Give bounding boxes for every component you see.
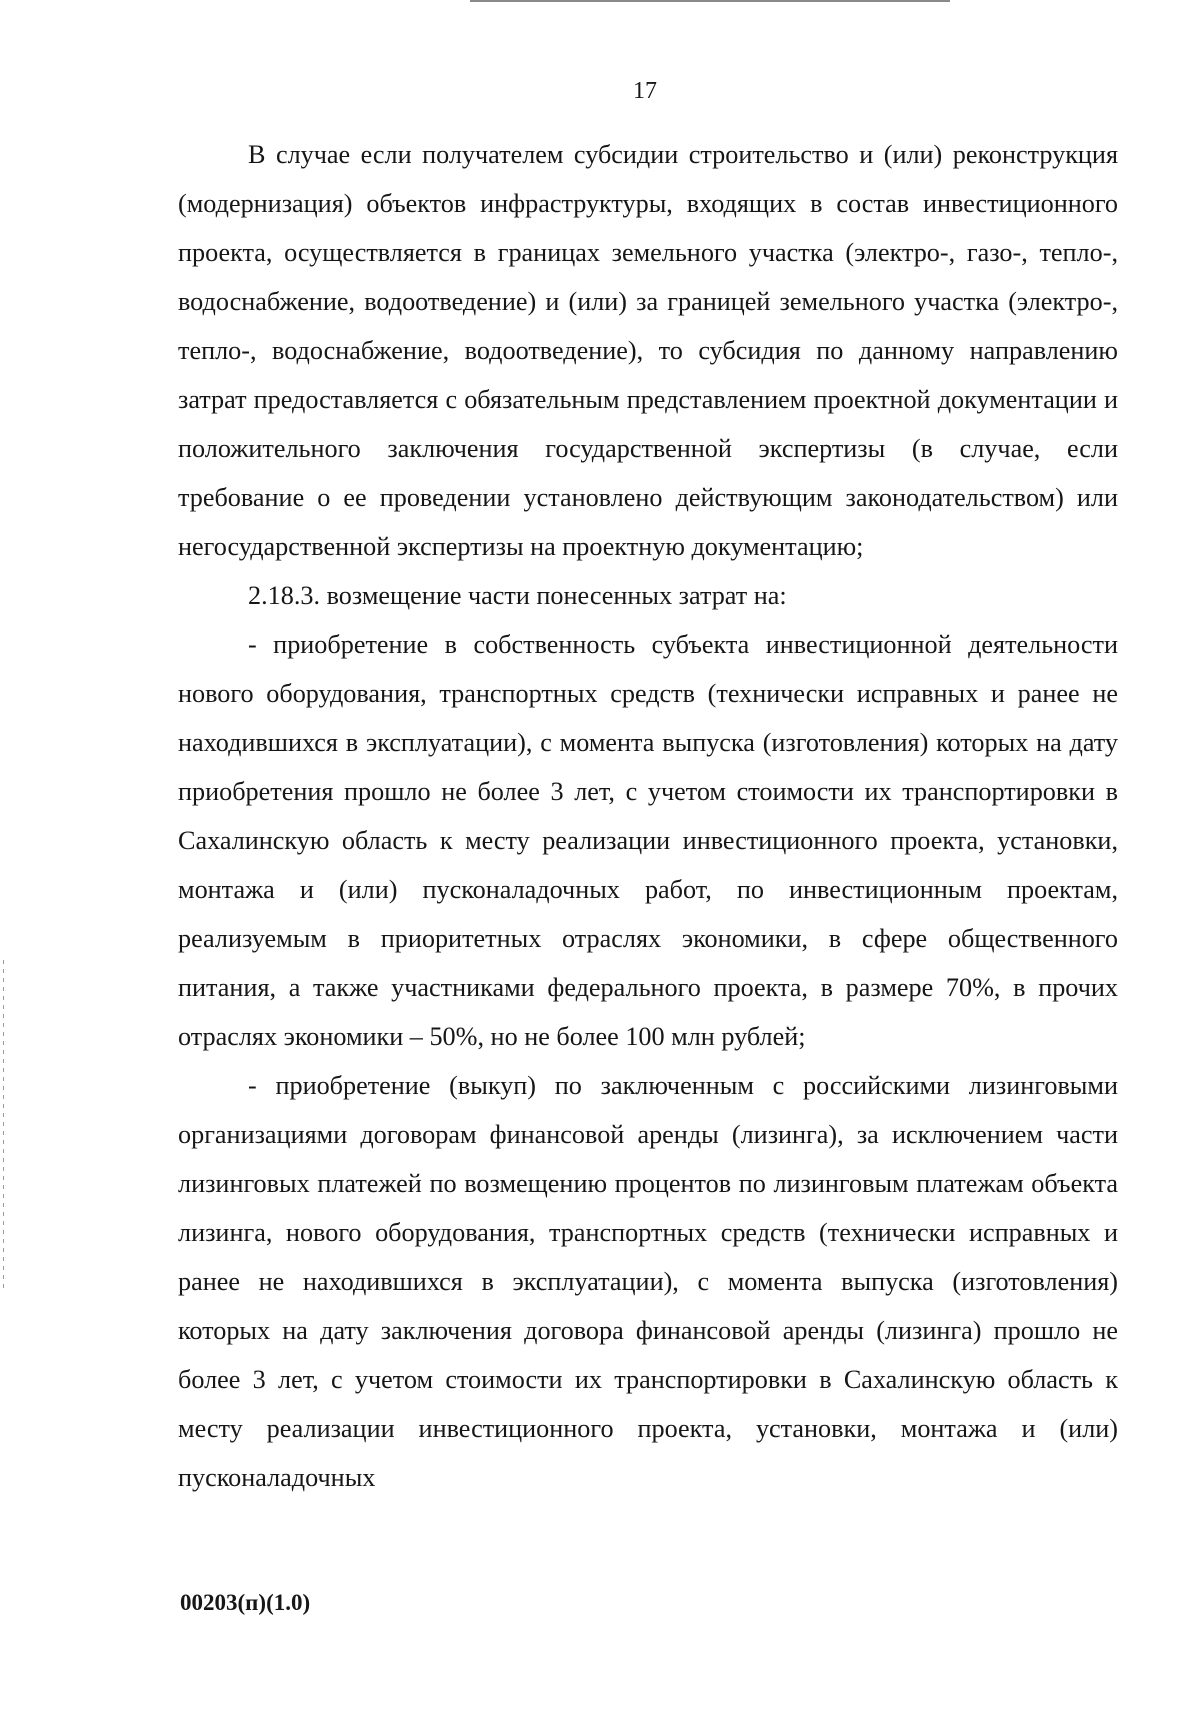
paragraph-section-2-18-3: 2.18.3. возмещение части понесенных затрат на:: [248, 581, 787, 610]
document-code: 00203(п)(1.0): [180, 1590, 311, 1615]
scan-top-rule: [470, 0, 950, 2]
page-number: 17: [633, 78, 657, 104]
paragraph-leasing-purchase: - приобретение (выкуп) по заключенным с российскими лизинговыми организациями договорам финансовой аренды (лизинга), за исключением части лизинговых платежей по возмещению процентов по лизинговым платежам объекта лизинга, нового оборудования, транспортных средств (технически исправных и ранее не находившихся в эксплуатации), с момента выпуска (изготовления) которых на дату заключения договора финансовой аренды (лизинга) прошло не более 3 лет, с учетом стоимости их транспортировки в Сахалинскую область к месту реализации инвестиционного проекта, установки, монтажа и (или) пусконаладочных: [178, 1071, 1118, 1492]
document-body: [178, 130, 1118, 1502]
paragraph-equipment-purchase: - приобретение в собственность субъекта инвестиционной деятельности нового оборудования, транспортных средств (технически исправных и ранее не находившихся в эксплуатации), с момента выпуска (изготовления) которых на дату приобретения прошло не более 3 лет, с учетом стоимости их транспортировки в Сахалинскую область к месту реализации инвестиционного проекта, установки, монтажа и (или) пусконаладочных работ, по инвестиционным проектам, реализуемым в приоритетных отраслях экономики, в сфере общественного питания, а также участниками федерального проекта, в размере 70%, в прочих отраслях экономики – 50%, но не более 100 млн рублей;: [178, 630, 1118, 1051]
scan-left-edge: [3, 960, 4, 1290]
paragraph-infrastructure: В случае если получателем субсидии строительство и (или) реконструкция (модернизация) объектов инфраструктуры, входящих в состав инвестиционного проекта, осуществляется в границах земельного участка (электро-, газо-, тепло-, водоснабжение, водоотведение) и (или) за границей земельного участка (электро-, тепло-, водоснабжение, водоотведение), то субсидия по данному направлению затрат предоставляется с обязательным представлением проектной документации и положительного заключения государственной экспертизы (в случае, если требование о ее проведении установлено действующим законодательством) или негосударственной экспертизы на проектную документацию;: [178, 140, 1118, 561]
